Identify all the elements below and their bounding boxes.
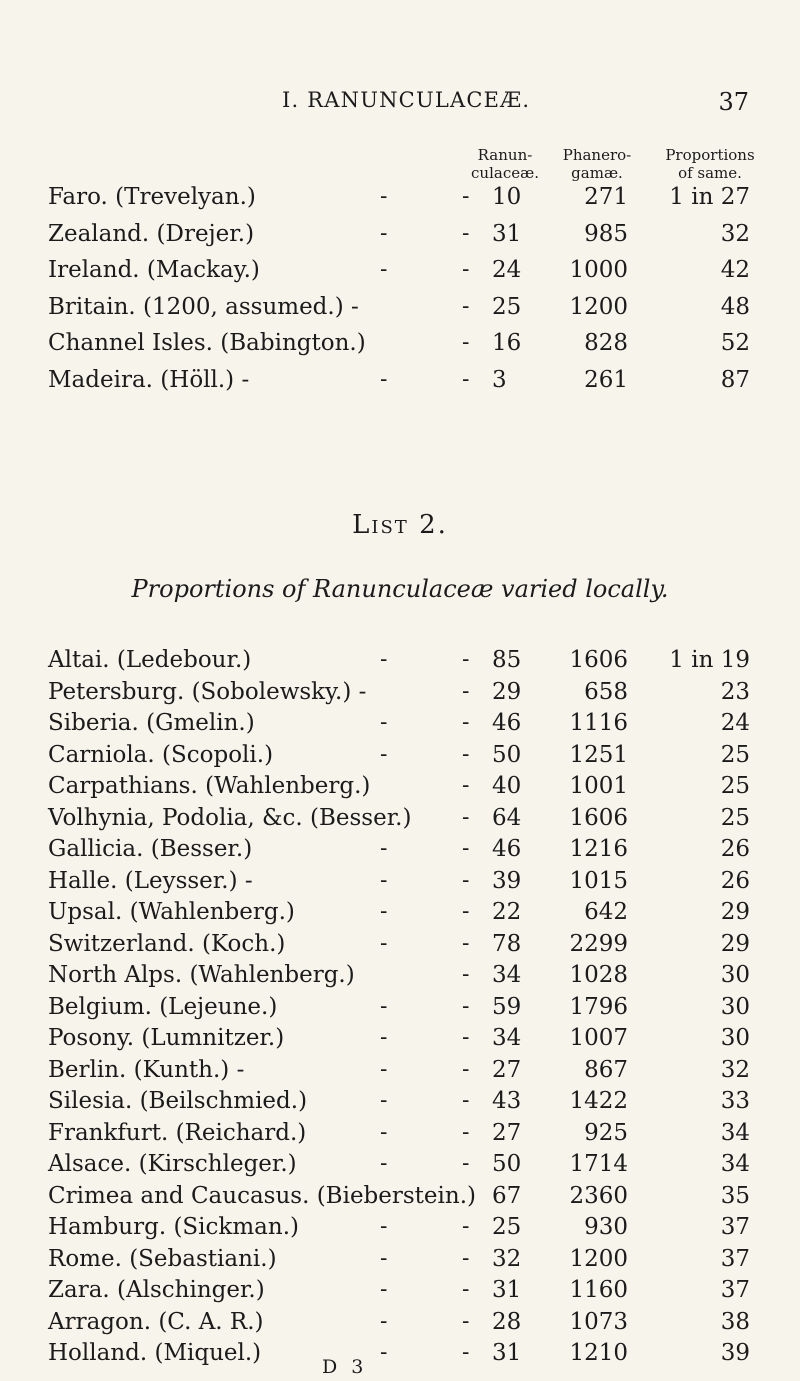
place-name: Belgium. (Lejeune.) <box>48 993 278 1020</box>
leader-dash: - <box>380 366 388 392</box>
proportion-value: 26 <box>720 836 750 862</box>
ranunculaceae-count: 27 <box>492 1056 522 1083</box>
phanerogamae-count: 925 <box>584 1119 628 1146</box>
phanerogamae-count: 271 <box>584 184 628 210</box>
phanerogamae-count: 1216 <box>569 836 628 862</box>
phanerogamae-count: 1001 <box>569 773 628 799</box>
proportion-value: 30 <box>720 993 750 1020</box>
leader-dash: - <box>380 1151 388 1176</box>
leader-dash: - <box>380 1277 388 1302</box>
leader-dash: - <box>462 773 470 798</box>
leader-dash: - <box>380 184 388 209</box>
proportion-value: 34 <box>720 1151 750 1177</box>
ranunculaceae-count: 78 <box>492 930 522 957</box>
place-name: Madeira. (Höll.) - <box>48 366 250 393</box>
proportion-value: 34 <box>720 1119 750 1146</box>
place-name: Britain. (1200, assumed.) - <box>48 293 359 320</box>
place-name: Rome. (Sebastiani.) <box>48 1245 277 1272</box>
phanerogamae-count: 1210 <box>569 1340 628 1366</box>
proportion-value: 37 <box>720 1245 750 1272</box>
place-name: Crimea and Caucasus. (Bieberstein.) <box>48 1182 476 1209</box>
leader-dash: - <box>462 1119 470 1145</box>
proportion-value: 24 <box>720 710 750 736</box>
place-name: Petersburg. (Sobolewsky.) - <box>48 678 367 705</box>
leader-dash: - <box>462 867 470 893</box>
phanerogamae-count: 1160 <box>569 1277 628 1303</box>
phanerogamae-count: 1015 <box>569 867 628 894</box>
proportion-value: 23 <box>720 678 750 705</box>
phanerogamae-count: 1200 <box>569 1245 628 1272</box>
phanerogamae-count: 642 <box>584 899 628 925</box>
place-name: Frankfurt. (Reichard.) <box>48 1119 307 1146</box>
table-row <box>0 221 800 257</box>
leader-dash: - <box>380 1308 388 1334</box>
leader-dash: - <box>462 899 470 924</box>
place-name: Carniola. (Scopoli.) <box>48 741 274 768</box>
phanerogamae-count: 930 <box>584 1214 628 1240</box>
ranunculaceae-count: 31 <box>492 1340 522 1366</box>
ranunculaceae-count: 22 <box>492 899 522 925</box>
leader-dash: - <box>380 220 388 246</box>
ranunculaceae-count: 34 <box>492 1025 522 1051</box>
leader-dash: - <box>380 899 388 924</box>
list-2-subtitle: Proportions of Ranunculaceæ varied locally. <box>131 575 669 603</box>
leader-dash: - <box>380 710 388 735</box>
proportion-value: 29 <box>720 930 750 957</box>
ranunculaceae-count: 29 <box>492 678 522 705</box>
leader-dash: - <box>380 867 388 893</box>
leader-dash: - <box>462 1025 470 1050</box>
leader-dash: - <box>380 1056 388 1082</box>
phanerogamae-count: 985 <box>584 220 628 247</box>
page-number: 37 <box>718 88 749 116</box>
place-name: Ireland. (Mackay.) <box>48 257 260 283</box>
place-name: Halle. (Leysser.) - <box>48 867 253 894</box>
proportion-value: 26 <box>720 867 750 894</box>
leader-dash: - <box>462 366 470 392</box>
proportion-value: 32 <box>720 1056 750 1083</box>
phanerogamae-count: 828 <box>584 330 628 356</box>
place-name: Silesia. (Beilschmied.) <box>48 1088 308 1114</box>
place-name: North Alps. (Wahlenberg.) <box>48 962 355 988</box>
ranunculaceae-count: 25 <box>492 1214 522 1240</box>
phanerogamae-count: 1251 <box>569 741 628 768</box>
leader-dash: - <box>462 1340 470 1365</box>
table-row <box>0 257 800 293</box>
proportion-value: 25 <box>720 773 750 799</box>
leader-dash: - <box>380 930 388 956</box>
leader-dash: - <box>462 1277 470 1302</box>
ranunculaceae-count: 10 <box>492 184 522 210</box>
phanerogamae-count: 1073 <box>569 1308 628 1335</box>
column-header-ranunculaceae: Ranun- culaceæ. <box>471 146 539 182</box>
place-name: Altai. (Ledebour.) <box>48 647 252 673</box>
ranunculaceae-count: 40 <box>492 773 522 799</box>
leader-dash: - <box>380 1119 388 1145</box>
phanerogamae-count: 1116 <box>569 710 628 736</box>
phanerogamae-count: 1007 <box>569 1025 628 1051</box>
proportion-value: 1 in 19 <box>669 647 750 673</box>
ranunculaceae-count: 34 <box>492 962 522 988</box>
place-name: Volhynia, Podolia, &c. (Besser.) <box>48 804 412 831</box>
leader-dash: - <box>462 257 470 282</box>
leader-dash: - <box>462 836 470 861</box>
leader-dash: - <box>462 647 470 672</box>
leader-dash: - <box>380 836 388 861</box>
place-name: Zealand. (Drejer.) <box>48 220 255 247</box>
proportion-value: 37 <box>720 1277 750 1303</box>
leader-dash: - <box>380 647 388 672</box>
proportion-value: 29 <box>720 899 750 925</box>
ranunculaceae-count: 25 <box>492 293 522 320</box>
leader-dash: - <box>462 962 470 987</box>
place-name: Switzerland. (Koch.) <box>48 930 286 957</box>
leader-dash: - <box>462 1056 470 1082</box>
place-name: Hamburg. (Sickman.) <box>48 1214 299 1240</box>
leader-dash: - <box>462 1245 470 1271</box>
phanerogamae-count: 867 <box>584 1056 628 1083</box>
place-name: Carpathians. (Wahlenberg.) <box>48 773 371 799</box>
leader-dash: - <box>462 1308 470 1334</box>
leader-dash: - <box>462 993 470 1019</box>
place-name: Upsal. (Wahlenberg.) <box>48 899 295 925</box>
place-name: Gallicia. (Besser.) <box>48 836 253 862</box>
phanerogamae-count: 1606 <box>569 804 628 831</box>
proportion-value: 1 in 27 <box>669 184 750 210</box>
leader-dash: - <box>380 257 388 282</box>
proportion-value: 25 <box>720 741 750 768</box>
leader-dash: - <box>380 993 388 1019</box>
place-name: Channel Isles. (Babington.) <box>48 330 366 356</box>
leader-dash: - <box>380 1214 388 1239</box>
signature-mark: D 3 <box>322 1356 368 1378</box>
phanerogamae-count: 1796 <box>569 993 628 1020</box>
leader-dash: - <box>380 1088 388 1113</box>
phanerogamae-count: 1200 <box>569 293 628 320</box>
table-row <box>0 184 800 220</box>
place-name: Holland. (Miquel.) <box>48 1340 262 1366</box>
leader-dash: - <box>462 1088 470 1113</box>
proportion-value: 38 <box>720 1308 750 1335</box>
table-row <box>0 367 800 403</box>
proportion-value: 30 <box>720 962 750 988</box>
proportion-value: 25 <box>720 804 750 831</box>
ranunculaceae-count: 31 <box>492 1277 522 1303</box>
ranunculaceae-count: 67 <box>492 1182 522 1209</box>
leader-dash: - <box>380 741 388 767</box>
leader-dash: - <box>462 1214 470 1239</box>
leader-dash: - <box>462 220 470 246</box>
proportion-value: 48 <box>720 293 750 320</box>
phanerogamae-count: 1422 <box>569 1088 628 1114</box>
ranunculaceae-count: 31 <box>492 220 522 247</box>
place-name: Alsace. (Kirschleger.) <box>48 1151 297 1177</box>
phanerogamae-count: 1028 <box>569 962 628 988</box>
leader-dash: - <box>462 184 470 209</box>
table-row <box>0 330 800 366</box>
ranunculaceae-count: 16 <box>492 330 522 356</box>
leader-dash: - <box>462 330 470 355</box>
proportion-value: 30 <box>720 1025 750 1051</box>
leader-dash: - <box>462 710 470 735</box>
column-header-proportions: Proportions of same. <box>665 146 755 182</box>
leader-dash: - <box>462 678 470 704</box>
place-name: Posony. (Lumnitzer.) <box>48 1025 285 1051</box>
ranunculaceae-count: 64 <box>492 804 522 831</box>
phanerogamae-count: 1000 <box>569 257 628 283</box>
running-head: I. RANUNCULACEÆ. <box>282 88 531 112</box>
phanerogamae-count: 2299 <box>569 930 628 957</box>
ranunculaceae-count: 39 <box>492 867 522 894</box>
place-name: Faro. (Trevelyan.) <box>48 184 256 210</box>
ranunculaceae-count: 24 <box>492 257 522 283</box>
ranunculaceae-count: 59 <box>492 993 522 1020</box>
column-header-phanerogamae: Phanero- gamæ. <box>562 146 632 182</box>
proportion-value: 52 <box>720 330 750 356</box>
ranunculaceae-count: 46 <box>492 710 522 736</box>
list-2-title: List 2. <box>352 510 448 540</box>
table-row <box>0 1340 800 1376</box>
phanerogamae-count: 1714 <box>569 1151 628 1177</box>
ranunculaceae-count: 43 <box>492 1088 522 1114</box>
place-name: Berlin. (Kunth.) - <box>48 1056 245 1083</box>
place-name: Arragon. (C. A. R.) <box>48 1308 264 1335</box>
phanerogamae-count: 1606 <box>569 647 628 673</box>
table-row <box>0 294 800 330</box>
proportion-value: 42 <box>720 257 750 283</box>
phanerogamae-count: 261 <box>584 366 628 393</box>
proportion-value: 37 <box>720 1214 750 1240</box>
phanerogamae-count: 658 <box>584 678 628 705</box>
ranunculaceae-count: 85 <box>492 647 522 673</box>
place-name: Zara. (Alschinger.) <box>48 1277 265 1303</box>
ranunculaceae-count: 32 <box>492 1245 522 1272</box>
leader-dash: - <box>462 804 470 830</box>
proportion-value: 35 <box>720 1182 750 1209</box>
ranunculaceae-count: 27 <box>492 1119 522 1146</box>
leader-dash: - <box>380 1245 388 1271</box>
proportion-value: 32 <box>720 220 750 247</box>
place-name: Siberia. (Gmelin.) <box>48 710 255 736</box>
ranunculaceae-count: 28 <box>492 1308 522 1335</box>
ranunculaceae-count: 3 <box>492 366 507 393</box>
leader-dash: - <box>462 1151 470 1176</box>
ranunculaceae-count: 50 <box>492 741 522 768</box>
ranunculaceae-count: 50 <box>492 1151 522 1177</box>
leader-dash: - <box>462 930 470 956</box>
leader-dash: - <box>380 1025 388 1050</box>
leader-dash: - <box>462 741 470 767</box>
leader-dash: - <box>462 293 470 319</box>
proportion-value: 33 <box>720 1088 750 1114</box>
leader-dash: - <box>380 1340 388 1365</box>
proportion-value: 87 <box>720 366 750 393</box>
proportion-value: 39 <box>720 1340 750 1366</box>
ranunculaceae-count: 46 <box>492 836 522 862</box>
phanerogamae-count: 2360 <box>569 1182 628 1209</box>
